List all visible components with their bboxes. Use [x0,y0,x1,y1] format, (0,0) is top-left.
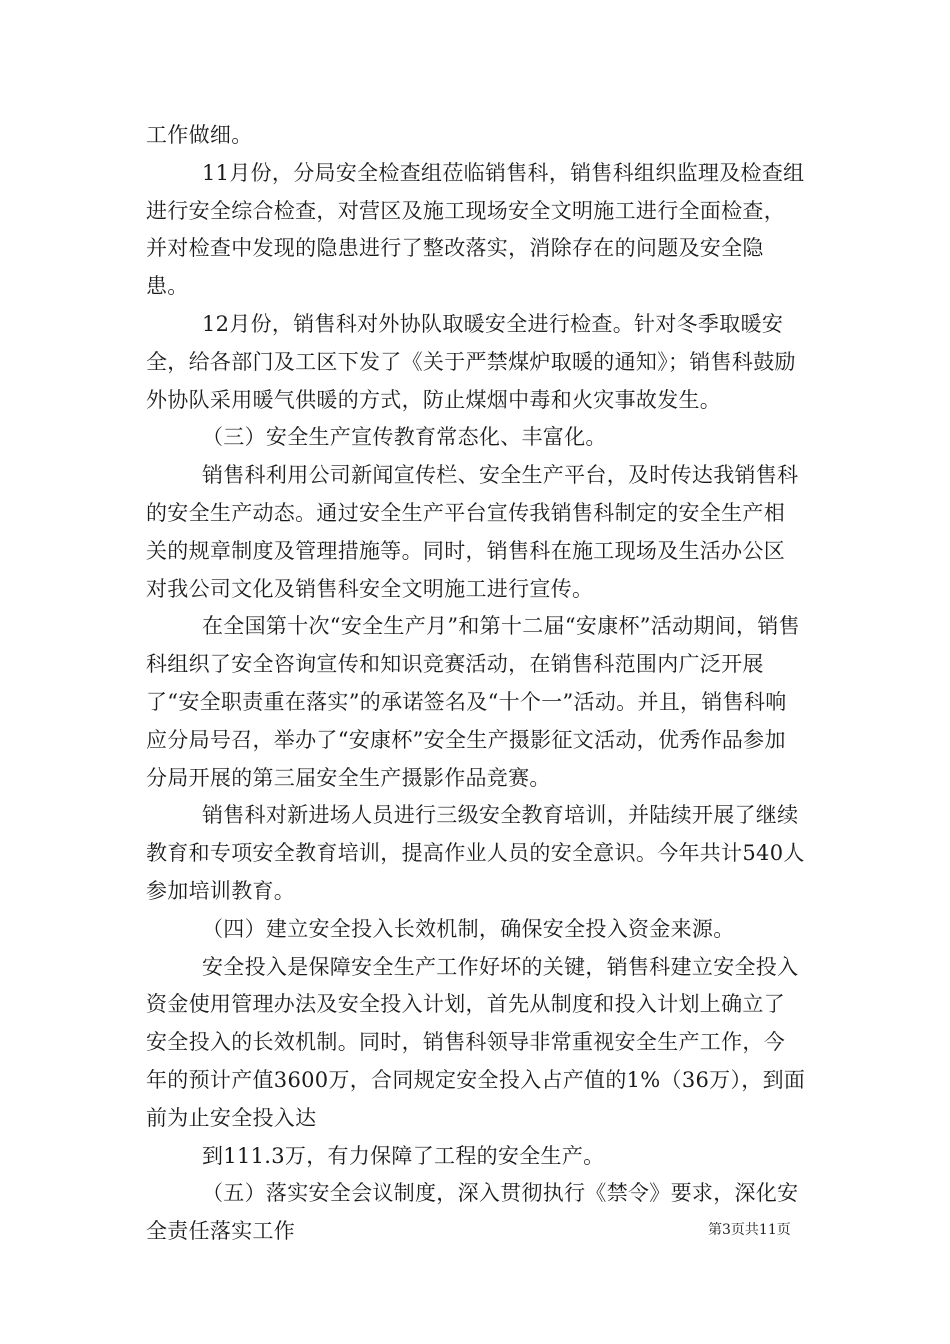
paragraph-safety-month: 在全国第十次“安全生产月”和第十二届“安康杯”活动期间，销售科组织了安全咨询宣传和知识竞赛活动，在销售科范围内广泛开展了“安全职责重在落实”的承诺签名及“十个一”活动。并且，销售科响应分局号召，举办了“安康杯”安全生产摄影征文活动，优秀作品参加分局开展的第三届安全生产摄影作品竞赛。 [146,614,800,790]
paragraph-investment-total: 到111.3万，有力保障了工程的安全生产。 [202,1143,605,1168]
paragraph-investment: 安全投入是保障安全生产工作好坏的关键，销售科建立安全投入资金使用管理办法及安全投入计划，首先从制度和投入计划上确立了安全投入的长效机制。同时，销售科领导非常重视安全生产工作，今年的预计产值3600万，合同规定安全投入占产值的1%（36万），到面前为止安全投入达 [146,954,806,1130]
section-heading-4: （四）建立安全投入长效机制，确保安全投入资金来源。 [202,916,735,941]
paragraph-november-inspection: 11月份，分局安全检查组莅临销售科，销售科组织监理及检查组进行安全综合检查，对营区及施工现场安全文明施工进行全面检查，并对检查中发现的隐患进行了整改落实，消除存在的问题及安全隐患。 [146,160,805,299]
paragraph-continuation: 工作做细。 [146,123,253,147]
section-heading-3: （三）安全生产宣传教育常态化、丰富化。 [202,425,607,450]
document-body [146,117,806,1251]
section-heading-5: （五）落实安全会议制度，深入贯彻执行《禁令》要求，深化安全责任落实工作 [146,1181,799,1244]
paragraph-publicity: 销售科利用公司新闻宣传栏、安全生产平台，及时传达我销售科的安全生产动态。通过安全生产平台宣传我销售科制定的安全生产相关的规章制度及管理措施等。同时，销售科在施工现场及生活办公区对我公司文化及销售科安全文明施工进行宣传。 [146,463,799,601]
paragraph-december-heating: 12月份，销售科对外协队取暖安全进行检查。针对冬季取暖安全，给各部门及工区下发了《关于严禁煤炉取暖的通知》；销售科鼓励外协队采用暖气供暖的方式，防止煤烟中毒和火灾事故发生。 [146,311,796,412]
page-number: 第3页共11页 [708,1222,791,1238]
paragraph-training: 销售科对新进场人员进行三级安全教育培训，并陆续开展了继续教育和专项安全教育培训，提高作业人员的安全意识。今年共计540人参加培训教育。 [146,803,805,903]
